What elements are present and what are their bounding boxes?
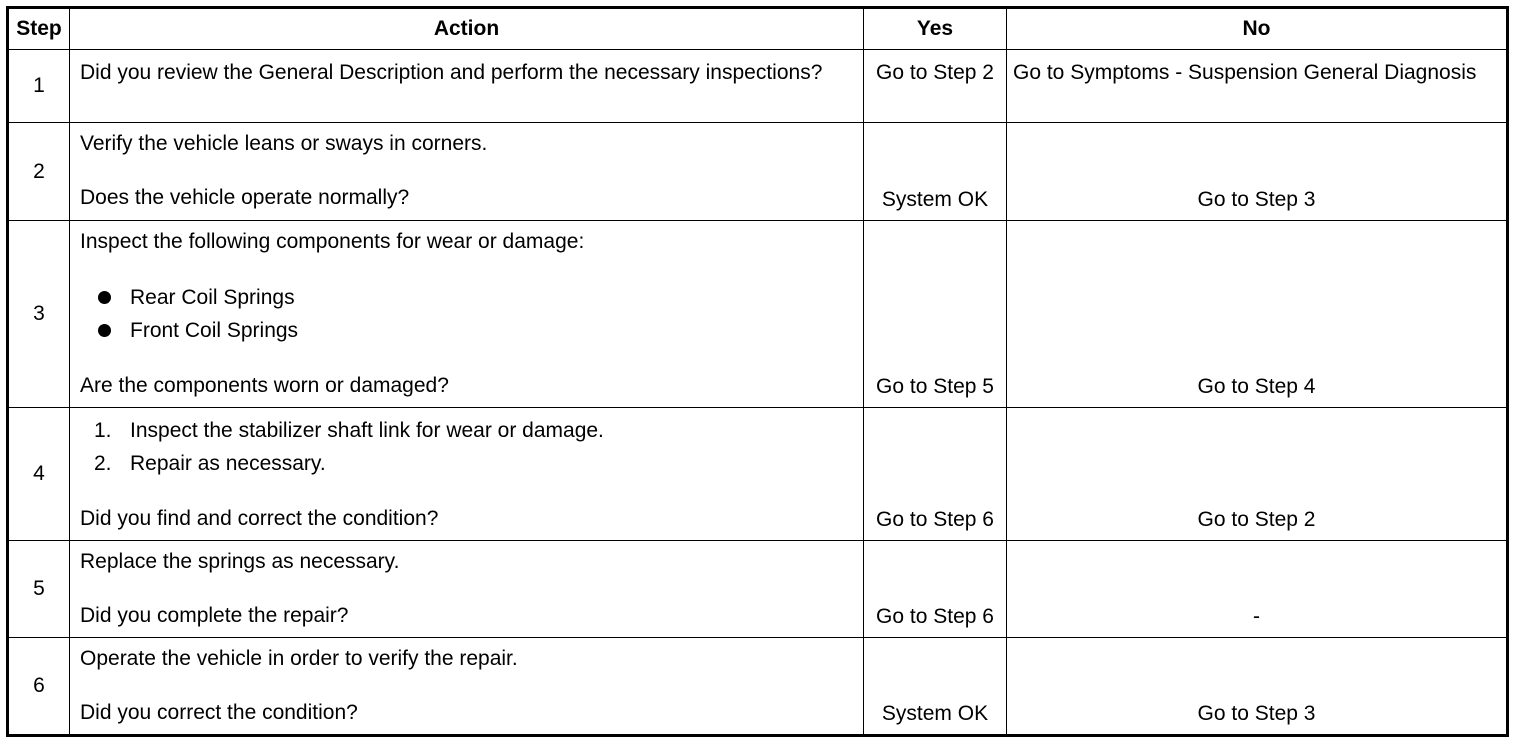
action-cell [70, 50, 864, 123]
no-text: Go to Step 2 [1197, 508, 1316, 531]
step-number: 4 [8, 408, 70, 541]
yes-cell [864, 541, 1007, 638]
table-row [8, 221, 1508, 408]
action-question: Did you complete the repair? [80, 604, 349, 627]
list-item [94, 447, 855, 480]
table-row [8, 638, 1508, 736]
yes-cell [864, 221, 1007, 408]
yes-text: Go to Step 6 [876, 605, 994, 628]
header-no: No [1007, 8, 1508, 50]
no-text: - [1253, 605, 1260, 628]
action-question: Are the components worn or damaged? [80, 374, 449, 397]
action-question: Does the vehicle operate normally? [80, 186, 410, 209]
step-number: 1 [8, 50, 70, 123]
yes-text: System OK [881, 702, 989, 725]
list-item: Rear Coil Springs [94, 281, 855, 314]
list-number: 2. [94, 452, 112, 475]
action-text: Did you review the General Description and perform the necessary inspections? [80, 61, 823, 84]
action-cell [70, 221, 864, 408]
action-intro: Replace the springs as necessary. [80, 550, 400, 573]
list-text: Inspect the stabilizer shaft link for wear or damage. [130, 419, 604, 442]
action-intro: Verify the vehicle leans or sways in corners. [80, 132, 488, 155]
list-number: 1. [94, 419, 112, 442]
yes-text: Go to Step 6 [876, 508, 994, 531]
yes-cell [864, 123, 1007, 221]
no-cell [1007, 50, 1508, 123]
action-question: Did you find and correct the condition? [80, 507, 439, 530]
header-step: Step [8, 8, 70, 50]
no-text: Go to Symptoms - Suspension General Diagnosis [1013, 61, 1477, 84]
yes-cell [864, 638, 1007, 736]
no-cell [1007, 541, 1508, 638]
no-text: Go to Step 3 [1197, 188, 1316, 211]
step-number: 6 [8, 638, 70, 736]
yes-cell [864, 408, 1007, 541]
header-action: Action [70, 8, 864, 50]
no-cell [1007, 221, 1508, 408]
list-item: Front Coil Springs [94, 314, 855, 347]
yes-text: Go to Step 5 [876, 375, 994, 398]
step-number: 2 [8, 123, 70, 221]
no-cell [1007, 408, 1508, 541]
step-number: 5 [8, 541, 70, 638]
list-text: Repair as necessary. [130, 452, 326, 475]
diagnostic-table [6, 6, 1509, 737]
no-cell [1007, 123, 1508, 221]
table-row [8, 50, 1508, 123]
action-question: Did you correct the condition? [80, 701, 358, 724]
no-text: Go to Step 3 [1197, 702, 1316, 725]
header-yes: Yes [864, 8, 1007, 50]
yes-text: System OK [881, 188, 989, 211]
step-number: 3 [8, 221, 70, 408]
table-row [8, 123, 1508, 221]
yes-text: Go to Step 2 [876, 61, 994, 84]
header-row [8, 8, 1508, 50]
list-item [94, 414, 855, 447]
component-list [80, 281, 855, 347]
action-cell [70, 541, 864, 638]
action-intro: Inspect the following components for wear or damage: [80, 230, 585, 253]
no-cell [1007, 638, 1508, 736]
no-text: Go to Step 4 [1197, 375, 1316, 398]
table-row [8, 541, 1508, 638]
action-cell [70, 408, 864, 541]
yes-cell [864, 50, 1007, 123]
table-row [8, 408, 1508, 541]
action-cell [70, 638, 864, 736]
action-intro: Operate the vehicle in order to verify the repair. [80, 647, 518, 670]
procedure-list [80, 414, 855, 480]
action-cell [70, 123, 864, 221]
